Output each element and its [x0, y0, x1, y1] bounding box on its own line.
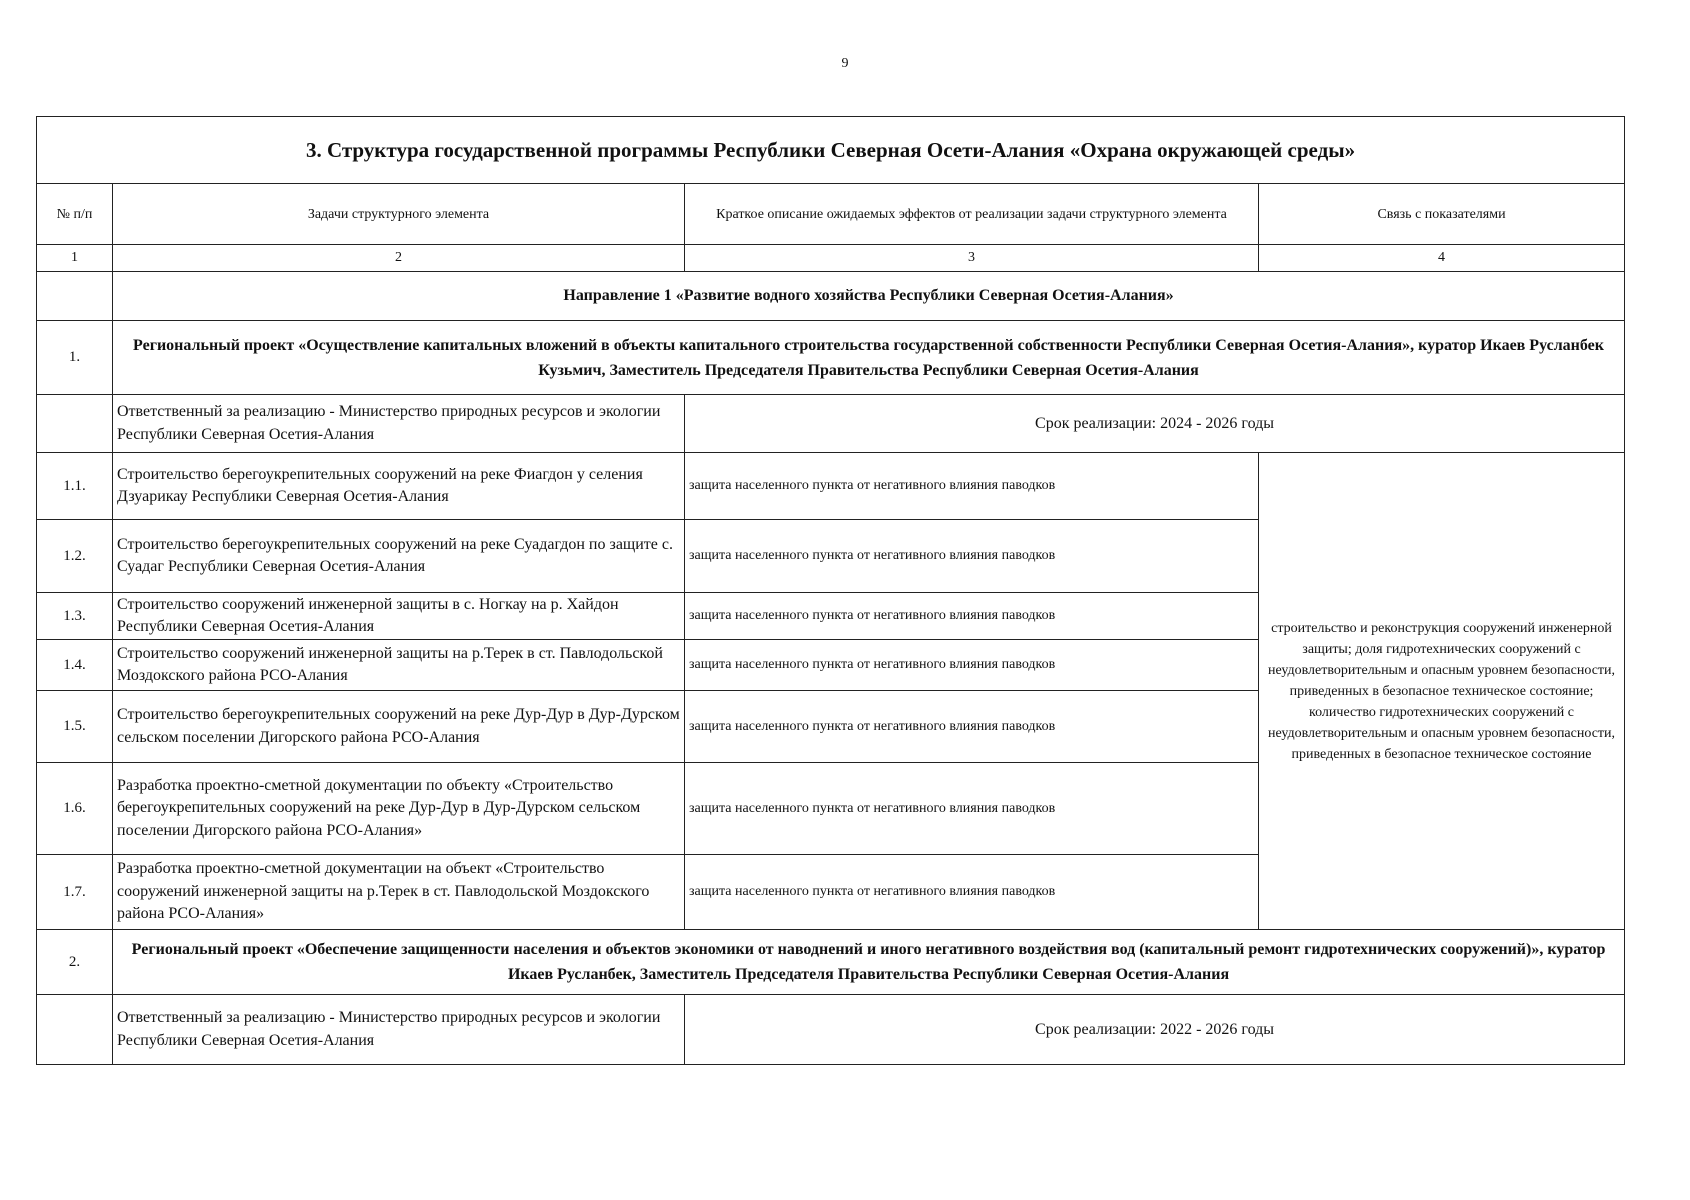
- task-number: 1.6.: [37, 763, 113, 855]
- task-text: Разработка проектно-сметной документации на объект «Строительство сооружений инженерной защиты на р.Терек в ст. Павлодольской Моздокского района РСО-Алания»: [113, 855, 685, 930]
- responsible-text: Ответственный за реализацию - Министерство природных ресурсов и экологии Республики Северная Осетия-Алания: [113, 995, 685, 1065]
- task-number: 1.3.: [37, 593, 113, 640]
- header-row: [37, 184, 1625, 245]
- page-number: 9: [841, 56, 849, 71]
- direction-row: [37, 272, 1625, 321]
- project-row: [37, 930, 1625, 995]
- task-effect: защита населенного пункта от негативного влияния паводков: [685, 691, 1259, 763]
- program-structure-table: [36, 116, 1625, 1065]
- task-number: 1.4.: [37, 640, 113, 691]
- task-text: Строительство сооружений инженерной защиты на р.Терек в ст. Павлодольской Моздокского района РСО-Алания: [113, 640, 685, 691]
- task-text: Разработка проектно-сметной документации по объекту «Строительство берегоукрепительных сооружений на реке Дур-Дур в Дур-Дурском сельском поселении Дигорского района РСО-Алания»: [113, 763, 685, 855]
- column-numbers-row: [37, 245, 1625, 272]
- task-effect: защита населенного пункта от негативного влияния паводков: [685, 640, 1259, 691]
- column-header-number: № п/п: [37, 184, 113, 245]
- empty-cell: [37, 995, 113, 1065]
- project-title: Региональный проект «Обеспечение защищенности населения и объектов экономики от наводнений и иного негативного воздействия вод (капитальный ремонт гидротехнических сооружений)», куратор Икаев Русланбек, Заместитель Председателя Правительства Республики Северная Осетия-Алания: [113, 930, 1625, 995]
- project-title: Региональный проект «Осуществление капитальных вложений в объекты капитального строительства государственной собственности Республики Северная Осетия-Алания», куратор Икаев Русланбек Кузьмич, Заместитель Председателя Правительства Республики Северная Осетия-Алания: [113, 321, 1625, 395]
- task-effect: защита населенного пункта от негативного влияния паводков: [685, 520, 1259, 593]
- task-number: 1.2.: [37, 520, 113, 593]
- document-title: 3. Структура государственной программы Республики Северная Осети-Алания «Охрана окружающей среды»: [37, 117, 1625, 184]
- task-effect: защита населенного пункта от негативного влияния паводков: [685, 593, 1259, 640]
- project-row: [37, 321, 1625, 395]
- responsible-row: [37, 395, 1625, 453]
- column-number: 4: [1259, 245, 1625, 272]
- column-header-effects: Краткое описание ожидаемых эффектов от реализации задачи структурного элемента: [685, 184, 1259, 245]
- responsible-row: [37, 995, 1625, 1065]
- implementation-term: Срок реализации: 2022 - 2026 годы: [685, 995, 1625, 1065]
- task-effect: защита населенного пункта от негативного влияния паводков: [685, 453, 1259, 520]
- implementation-term: Срок реализации: 2024 - 2026 годы: [685, 395, 1625, 453]
- column-number: 2: [113, 245, 685, 272]
- task-number: 1.5.: [37, 691, 113, 763]
- responsible-text: Ответственный за реализацию - Министерство природных ресурсов и экологии Республики Северная Осетия-Алания: [113, 395, 685, 453]
- direction-title: Направление 1 «Развитие водного хозяйства Республики Северная Осетия-Алания»: [113, 272, 1625, 321]
- task-number: 1.1.: [37, 453, 113, 520]
- task-text: Строительство берегоукрепительных сооружений на реке Суадагдон по защите с. Суадаг Республики Северная Осетия-Алания: [113, 520, 685, 593]
- empty-cell: [37, 272, 113, 321]
- column-number: 1: [37, 245, 113, 272]
- task-text: Строительство сооружений инженерной защиты в с. Ногкау на р. Хайдон Республики Северная Осетия-Алания: [113, 593, 685, 640]
- task-text: Строительство берегоукрепительных сооружений на реке Дур-Дур в Дур-Дурском сельском поселении Дигорского района РСО-Алания: [113, 691, 685, 763]
- project-number: 1.: [37, 321, 113, 395]
- title-row: [37, 117, 1625, 184]
- column-number: 3: [685, 245, 1259, 272]
- column-header-indicators: Связь с показателями: [1259, 184, 1625, 245]
- indicators-link: строительство и реконструкция сооружений инженерной защиты; доля гидротехнических сооружений с неудовлетворительным и опасным уровнем безопасности, приведенных в безопасное техническое состояние; количество гидротехнических сооружений с неудовлетворительным и опасным уровнем безопасности, приведенных в безопасное техническое состояние: [1259, 453, 1625, 930]
- task-text: Строительство берегоукрепительных сооружений на реке Фиагдон у селения Дзуарикау Республики Северная Осетия-Алания: [113, 453, 685, 520]
- column-header-tasks: Задачи структурного элемента: [113, 184, 685, 245]
- task-number: 1.7.: [37, 855, 113, 930]
- task-effect: защита населенного пункта от негативного влияния паводков: [685, 763, 1259, 855]
- empty-cell: [37, 395, 113, 453]
- task-effect: защита населенного пункта от негативного влияния паводков: [685, 855, 1259, 930]
- project-number: 2.: [37, 930, 113, 995]
- task-row: [37, 453, 1625, 520]
